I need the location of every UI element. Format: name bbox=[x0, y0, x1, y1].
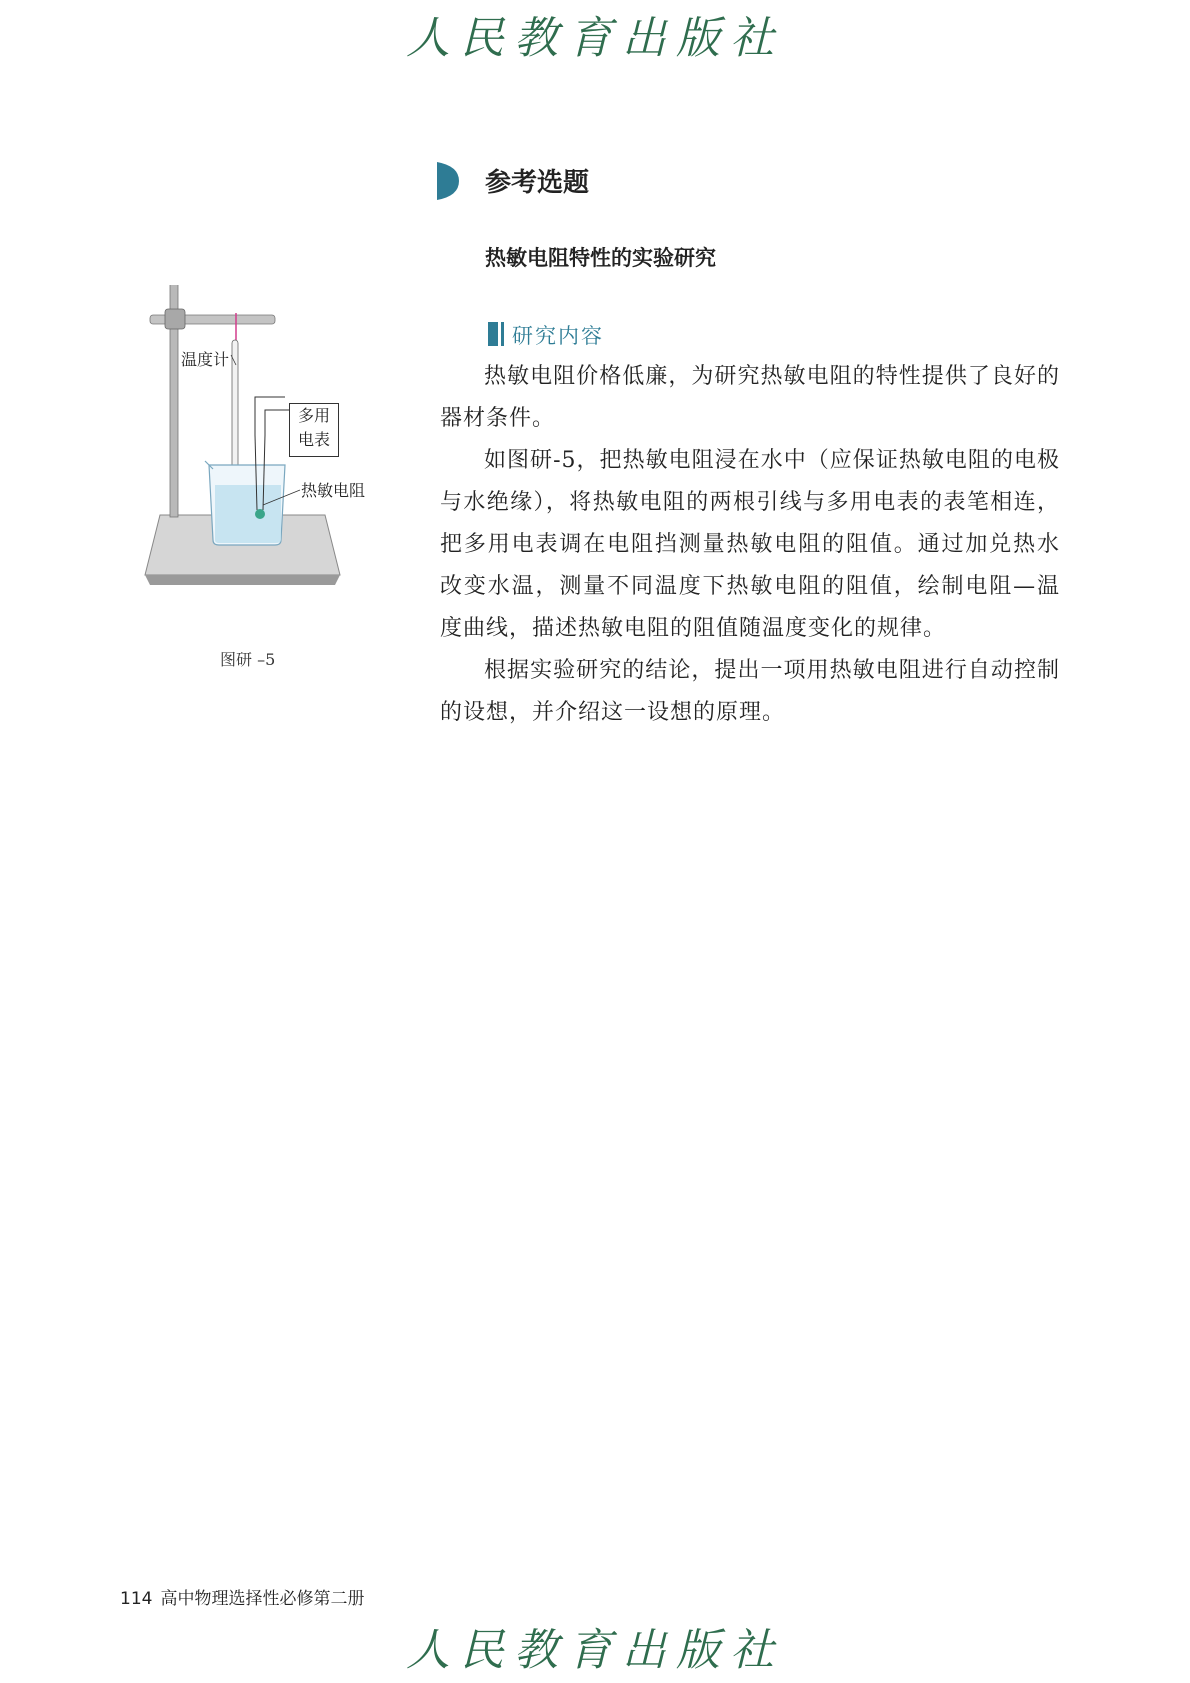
publisher-logo-top: 人民教育出版社 bbox=[406, 13, 784, 64]
apparatus-illustration bbox=[135, 285, 405, 645]
thermometer-label: 温度计 bbox=[181, 350, 230, 369]
paragraph-2: 如图研-5，把热敏电阻浸在水中（应保证热敏电阻的电极与水绝缘），将热敏电阻的两根引线与多用电表的表笔相连，把多用电表调在电阻挡测量热敏电阻的阻值。通过加兑热水改变水温，测量不同温度下热敏电阻的阻值，绘制电阻—温度曲线，描述热敏电阻的阻值随温度变化的规律。 bbox=[440, 448, 1060, 641]
thermistor-label: 热敏电阻 bbox=[301, 481, 366, 500]
body-text bbox=[440, 356, 1060, 734]
book-title: 高中物理选择性必修第二册 bbox=[160, 1589, 365, 1609]
section-marker-icon bbox=[437, 162, 459, 200]
multimeter-box bbox=[289, 403, 339, 457]
subsection-marker-line bbox=[501, 322, 504, 346]
figure-caption: 图研 –5 bbox=[220, 650, 276, 669]
subsection-marker-icon bbox=[488, 322, 498, 346]
section-title: 参考选题 bbox=[485, 168, 590, 198]
page-number: 114 bbox=[120, 1589, 153, 1609]
paragraph-3: 根据实验研究的结论，提出一项用热敏电阻进行自动控制的设想，并介绍这一设想的原理。 bbox=[440, 658, 1060, 725]
multimeter-label-line1: 多用 bbox=[297, 406, 330, 425]
paragraph-1: 热敏电阻价格低廉，为研究热敏电阻的特性提供了良好的器材条件。 bbox=[440, 364, 1060, 431]
experiment-figure bbox=[135, 285, 405, 669]
page-footer bbox=[120, 1584, 364, 1609]
publisher-logo-bottom: 人民教育出版社 bbox=[406, 1625, 784, 1676]
multimeter-label-line2: 电表 bbox=[297, 430, 330, 449]
topic-title: 热敏电阻特性的实验研究 bbox=[485, 246, 716, 270]
subsection-label: 研究内容 bbox=[512, 324, 604, 348]
